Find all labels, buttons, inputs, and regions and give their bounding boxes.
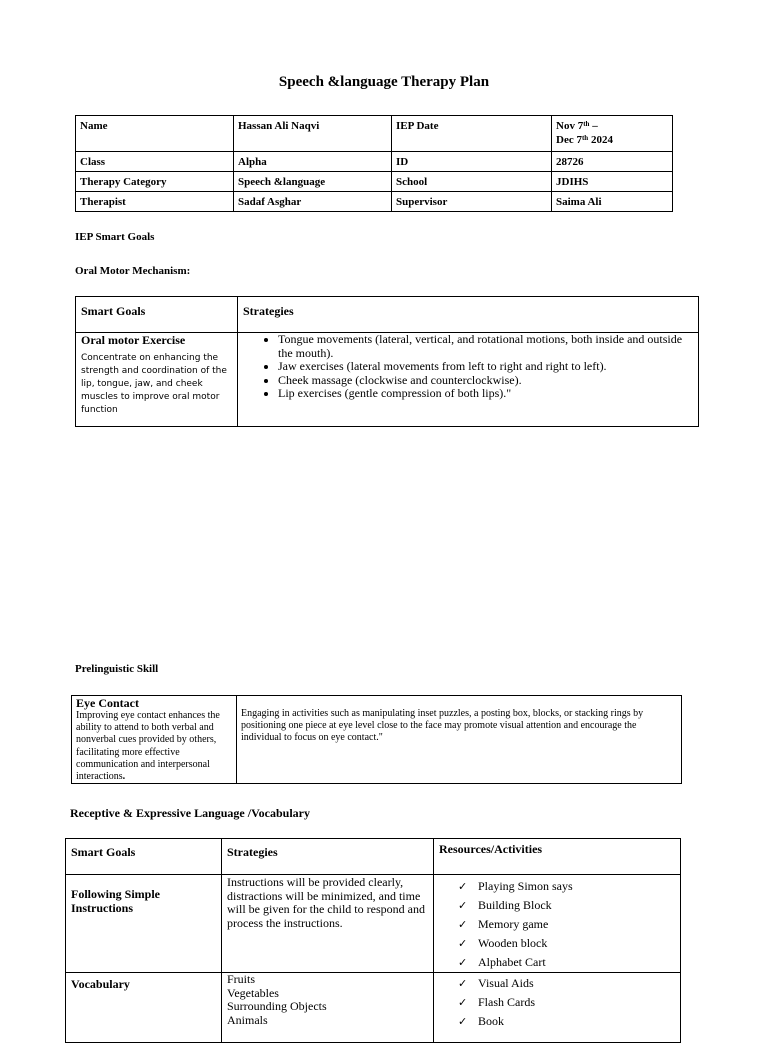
- oral-strategies-cell: [238, 333, 699, 427]
- list-item: Vegetables: [227, 985, 279, 1000]
- instructions-resources-cell: [434, 875, 681, 973]
- list-item: ✓ Visual Aids: [458, 974, 675, 993]
- table-row: [66, 973, 681, 1043]
- table-row: [76, 297, 699, 333]
- eye-contact-table: [71, 695, 682, 784]
- eye-contact-goal-cell: [72, 696, 237, 784]
- eye-contact-title: Eye Contact: [76, 696, 139, 710]
- table-row: [76, 172, 673, 192]
- supervisor-label: Supervisor: [392, 192, 552, 212]
- list-item: ✓ Building Block: [458, 896, 675, 915]
- table-row: [72, 696, 682, 784]
- resources-header: Resources/Activities: [434, 839, 681, 875]
- receptive-heading: Receptive & Expressive Language /Vocabulary: [70, 806, 310, 820]
- resource-list: [439, 877, 675, 972]
- list-item: Fruits: [227, 972, 256, 986]
- page-title: Speech &language Therapy Plan: [278, 74, 490, 90]
- vocabulary-strategy-cell: [222, 973, 434, 1043]
- table-row: [76, 192, 673, 212]
- prelinguistic-heading: Prelinguistic Skill: [75, 663, 159, 675]
- id-label: ID: [392, 152, 552, 172]
- table-row: [66, 875, 681, 973]
- name-value: Hassan Ali Naqvi: [234, 116, 392, 152]
- student-info-table: [75, 115, 673, 212]
- list-item: ✓ Alphabet Cart: [458, 953, 675, 972]
- supervisor-value: Saima Ali: [552, 192, 673, 212]
- smart-goals-header: Smart Goals: [76, 297, 238, 333]
- therapist-label: Therapist: [76, 192, 234, 212]
- therapy-category-label: Therapy Category: [76, 172, 234, 192]
- table-row: [76, 116, 673, 152]
- instructions-goal-cell: Following Simple Instructions: [66, 875, 222, 973]
- receptive-language-table: [65, 838, 681, 1043]
- strategies-header: Strategies: [238, 297, 699, 333]
- list-item: • Tongue movements (lateral, vertical, and rotational motions, both inside and outside the mouth).: [278, 333, 693, 360]
- smart-goals-header: Smart Goals: [66, 839, 222, 875]
- resource-list: [439, 974, 675, 1031]
- oral-motor-heading: Oral Motor Mechanism:: [75, 265, 191, 277]
- iep-date-value: Nov 7th – Dec 7th 2024: [552, 116, 673, 152]
- iep-smart-goals-heading: IEP Smart Goals: [75, 231, 155, 243]
- oral-goal-description: Concentrate on enhancing the strength and coordination of the lip, tongue, jaw, and cheek muscles to improve oral motor function: [81, 353, 227, 415]
- eye-contact-strategy: Engaging in activities such as manipulating inset puzzles, a posting box, blocks, or stacking rings by positioning one piece at eye level close to the face may promote visual attention and encourage the individual to focus on eye contact.": [237, 696, 682, 784]
- strategies-header: Strategies: [222, 839, 434, 875]
- eye-contact-description: Improving eye contact enhances the ability to attend to both verbal and nonverbal cues provided by others, facilitating more effective communication and interpersonal interactions.: [76, 710, 220, 783]
- list-item: ✓ Book: [458, 1012, 675, 1031]
- vocabulary-resources-cell: [434, 973, 681, 1043]
- list-item: • Jaw exercises (lateral movements from left to right and right to left).: [278, 360, 693, 374]
- school-label: School: [392, 172, 552, 192]
- list-item: Surrounding Objects: [227, 999, 327, 1013]
- vocabulary-goal-cell: Vocabulary: [66, 973, 222, 1043]
- list-item: ✓ Memory game: [458, 915, 675, 934]
- oral-motor-table: [75, 296, 699, 427]
- list-item: ✓ Playing Simon says: [458, 877, 675, 896]
- iep-date-label: IEP Date: [392, 116, 552, 152]
- list-item: • Lip exercises (gentle compression of both lips).": [278, 387, 693, 401]
- class-value: Alpha: [234, 152, 392, 172]
- list-item: ✓ Flash Cards: [458, 993, 675, 1012]
- strategy-list: [238, 333, 693, 401]
- oral-goal-title: Oral motor Exercise: [81, 333, 186, 347]
- table-row: [66, 839, 681, 875]
- name-label: Name: [76, 116, 234, 152]
- table-row: [76, 333, 699, 427]
- school-value: JDIHS: [552, 172, 673, 192]
- list-item: Animals: [227, 1012, 268, 1027]
- table-row: [76, 152, 673, 172]
- therapy-category-value: Speech &language: [234, 172, 392, 192]
- therapist-value: Sadaf Asghar: [234, 192, 392, 212]
- oral-goal-cell: [76, 333, 238, 427]
- id-value: 28726: [552, 152, 673, 172]
- class-label: Class: [76, 152, 234, 172]
- list-item: • Cheek massage (clockwise and counterclockwise).: [278, 374, 693, 388]
- list-item: ✓ Wooden block: [458, 934, 675, 953]
- instructions-strategy: Instructions will be provided clearly, distractions will be minimized, and time will be given for the child to respond and process the instructions.: [222, 875, 434, 973]
